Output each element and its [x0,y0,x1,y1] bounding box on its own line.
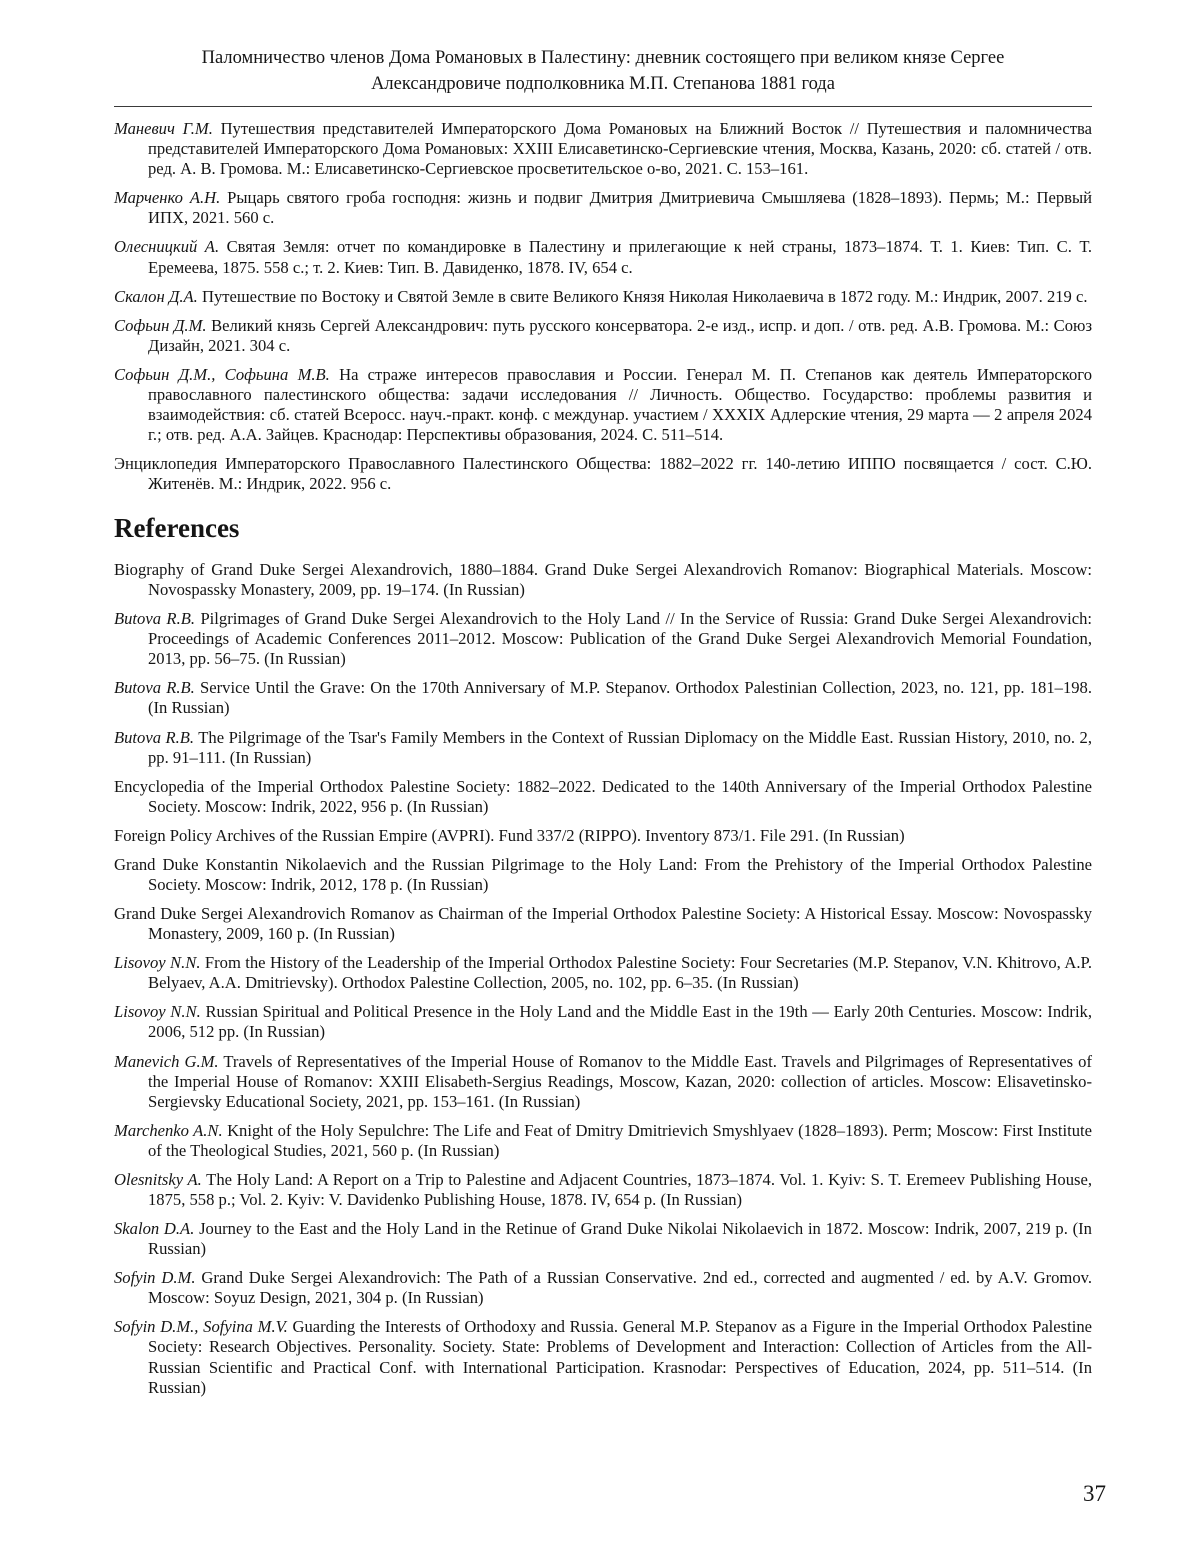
header-rule [114,106,1092,107]
references-heading: References [114,513,240,544]
entry-author: Lisovoy N.N. [114,953,201,973]
running-head-line-2: Александровиче подполковника М.П. Степанова 1881 года [371,73,835,94]
page-number: 37 [1083,1481,1106,1506]
entry-author: Sofyin D.M. [114,1268,196,1288]
entry-author: Софьин Д.М. [114,315,207,335]
entry-text: Biography of Grand Duke Sergei Alexandrovich, 1880–1884. Grand Duke Sergei Alexandrovich Romanov: Biographical Materials. Moscow: Novospassky Monastery, 2009, pp. 19–174. (In Russian) [114,559,1092,600]
entry-author: Manevich G.M. [114,1051,219,1071]
reference-entry [114,1002,1092,1042]
reference-entry [114,1219,1092,1259]
entry-text: Travels of Representatives of the Imperial House of Romanov to the Middle East. Travels and Pilgrimages of Representatives of the Imperial House of Romanov: XXIII Elisabeth-Sergius Readings, Moscow, Kazan, 2020: collection of articles. Moscow: Elisavetinsko-Sergievsky Educational Society, 2021, pp. 153–161. (In Russian) [148,1051,1093,1111]
entry-text: Святая Земля: отчет по командировке в Палестину и прилегающие к ней страны, 1873–1874. Т. 1. Киев: Тип. С. Т. Еремеева, 1875. 558 с.; т. 2. Киев: Тип. В. Давиденко, 1878. IV, 654 с. [148,237,1092,277]
reference-entry [114,678,1092,718]
bib-entry [114,237,1092,277]
entry-text: Knight of the Holy Sepulchre: The Life and Feat of Dmitry Dmitrievich Smyshlyaev (1828–1893). Perm; Moscow: First Institute of the Theological Studies, 2021, 560 p. (In Russian) [148,1120,1092,1160]
reference-entry [114,1121,1092,1161]
entry-text: Journey to the East and the Holy Land in the Retinue of Grand Duke Nikolai Nikolaevich in 1872. Moscow: Indrik, 2007, 219 p. (In Russian) [148,1219,1092,1259]
entry-author: Марченко А.Н. [114,188,221,208]
reference-entry [114,728,1092,768]
entry-author: Lisovoy N.N. [114,1002,201,1022]
entry-author: Олесницкий А. [114,237,220,257]
reference-entry [114,1268,1092,1308]
reference-entry [114,904,1092,944]
entry-text: Путешествие по Востоку и Святой Земле в свите Великого Князя Николая Николаевича в 1872 году. М.: Индрик, 2007. 219 с. [197,286,1088,306]
reference-entry [114,609,1092,669]
reference-entry [114,777,1092,817]
entry-author: Софьин Д.М., Софьина М.В. [114,364,330,384]
bib-entry [114,454,1092,494]
entry-author: Маневич Г.М. [114,119,213,139]
reference-entry [114,953,1092,993]
entry-author: Olesnitsky A. [114,1169,202,1189]
entry-text: Guarding the Interests of Orthodoxy and Russia. General M.P. Stepanov as a Figure in the Imperial Orthodox Palestine Society: Research Objectives. Personality. Society. State: Problems of Development and Interaction: Collection of Articles from the All-Russian Scientific and Practical Conf. with International Participation. Krasnodar: Perspectives of Education, 2024, pp. 511–514. (In Russian) [148,1317,1092,1397]
reference-entry [114,826,1092,846]
entry-author: Скалон Д.А. [114,286,198,306]
bib-entry [114,365,1092,445]
entry-text: From the History of the Leadership of the Imperial Orthodox Palestine Society: Four Secretaries (M.P. Stepanov, V.N. Khitrovo, A.P. Belyaev, A.A. Dmitrievsky). Orthodox Palestine Collection, 2005, no. 102, pp. 6–35. (In Russian) [148,953,1093,993]
entry-text: Рыцарь святого гроба господня: жизнь и подвиг Дмитрия Дмитриевича Смышляева (1828–1893). Пермь; М.: Первый ИПХ, 2021. 560 с. [148,188,1092,228]
entry-text: На страже интересов православия и России. Генерал М. П. Степанов как деятель Императорского православного палестинского общества: задачи исследования // Личность. Общество. Государство: проблемы развития и взаимодействия: сб. статей Всеросс. науч.-практ. конф. с междунар. участием / XXXIX Адлерские чтения, 29 марта — 2 апреля 2024 г.; отв. ред. А.А. Зайцев. Краснодар: Перспективы образования, 2024. С. 511–514. [148,364,1092,445]
bib-entry [114,188,1092,228]
russian-bibliography [114,119,1092,494]
reference-entry [114,1052,1092,1112]
entry-author: Sofyin D.M., Sofyina M.V. [114,1317,288,1337]
entry-text: Путешествия представителей Императорского Дома Романовых на Ближний Восток // Путешествия и паломничества представителей Императорского Дома Романовых: XXIII Елисаветинско-Сергиевские чтения, Москва, Казань, 2020: сб. статей / отв. ред. А. В. Громова. М.: Елисаветинско-Сергиевское просветительское о-во, 2021. С. 153–161. [148,119,1092,179]
reference-entry [114,1317,1092,1397]
entry-text: Grand Duke Konstantin Nikolaevich and the Russian Pilgrimage to the Holy Land: From the Prehistory of the Imperial Orthodox Palestine Society. Moscow: Indrik, 2012, 178 p. (In Russian) [114,854,1092,894]
bib-entry [114,119,1092,179]
bib-entry [114,316,1092,356]
reference-entry [114,560,1092,600]
entry-text: Grand Duke Sergei Alexandrovich: The Path of a Russian Conservative. 2nd ed., corrected and augmented / ed. by A.V. Gromov. Moscow: Soyuz Design, 2021, 304 p. (In Russian) [148,1268,1092,1308]
entry-text: Encyclopedia of the Imperial Orthodox Palestine Society: 1882–2022. Dedicated to the 140th Anniversary of the Imperial Orthodox Palestine Society. Moscow: Indrik, 2022, 956 p. (In Russian) [114,776,1092,816]
reference-entry [114,1170,1092,1210]
entry-text: The Holy Land: A Report on a Trip to Palestine and Adjacent Countries, 1873–1874. Vol. 1. Kyiv: S. T. Eremeev Publishing House, 1875, 558 p.; Vol. 2. Kyiv: V. Davidenko Publishing House, 1878. IV, 654 p. (In Russian) [148,1169,1092,1209]
entry-author: Butova R.B. [114,678,195,698]
entry-text: Энциклопедия Императорского Православного Палестинского Общества: 1882–2022 гг. 140-летию ИППО посвящается / сост. С.Ю. Житенёв. М.: Индрик, 2022. 956 с. [114,454,1092,494]
entry-author: Butova R.B. [114,609,196,629]
entry-text: Grand Duke Sergei Alexandrovich Romanov as Chairman of the Imperial Orthodox Palestine Society: A Historical Essay. Moscow: Novospassky Monastery, 2009, 160 p. (In Russian) [114,904,1092,944]
entry-author: Skalon D.A. [114,1219,195,1239]
entry-author: Marchenko A.N. [114,1120,223,1140]
entry-author: Butova R.B. [114,727,195,747]
entry-text: Foreign Policy Archives of the Russian Empire (AVPRI). Fund 337/2 (RIPPO). Inventory 873/1. File 291. (In Russian) [114,825,905,845]
running-head-line-1: Паломничество членов Дома Романовых в Палестину: дневник состоящего при великом князе Сергее [201,48,1005,68]
entry-text: Pilgrimages of Grand Duke Sergei Alexandrovich to the Holy Land // In the Service of Russia: Grand Duke Sergei Alexandrovich: Proceedings of Academic Conferences 2011–2012. Moscow: Publication of the Grand Duke Sergei Alexandrovich Memorial Foundation, 2013, pp. 56–75. (In Russian) [148,609,1092,669]
references-list [114,560,1092,1398]
entry-text: Russian Spiritual and Political Presence in the Holy Land and the Middle East in the 19th — Early 20th Centuries. Moscow: Indrik, 2006, 512 pp. (In Russian) [148,1002,1092,1042]
bib-entry [114,287,1092,307]
reference-entry [114,855,1092,895]
running-head-title [114,46,1092,97]
entry-text: Великий князь Сергей Александрович: путь русского консерватора. 2-е изд., испр. и доп. / отв. ред. А.В. Громова. М.: Союз Дизайн, 2021. 304 с. [148,315,1092,355]
entry-text: Service Until the Grave: On the 170th Anniversary of M.P. Stepanov. Orthodox Palestinian Collection, 2023, no. 121, pp. 181–198. (In Russian) [148,678,1092,718]
entry-text: The Pilgrimage of the Tsar's Family Members in the Context of Russian Diplomacy on the Middle East. Russian History, 2010, no. 2, pp. 91–111. (In Russian) [148,727,1092,767]
